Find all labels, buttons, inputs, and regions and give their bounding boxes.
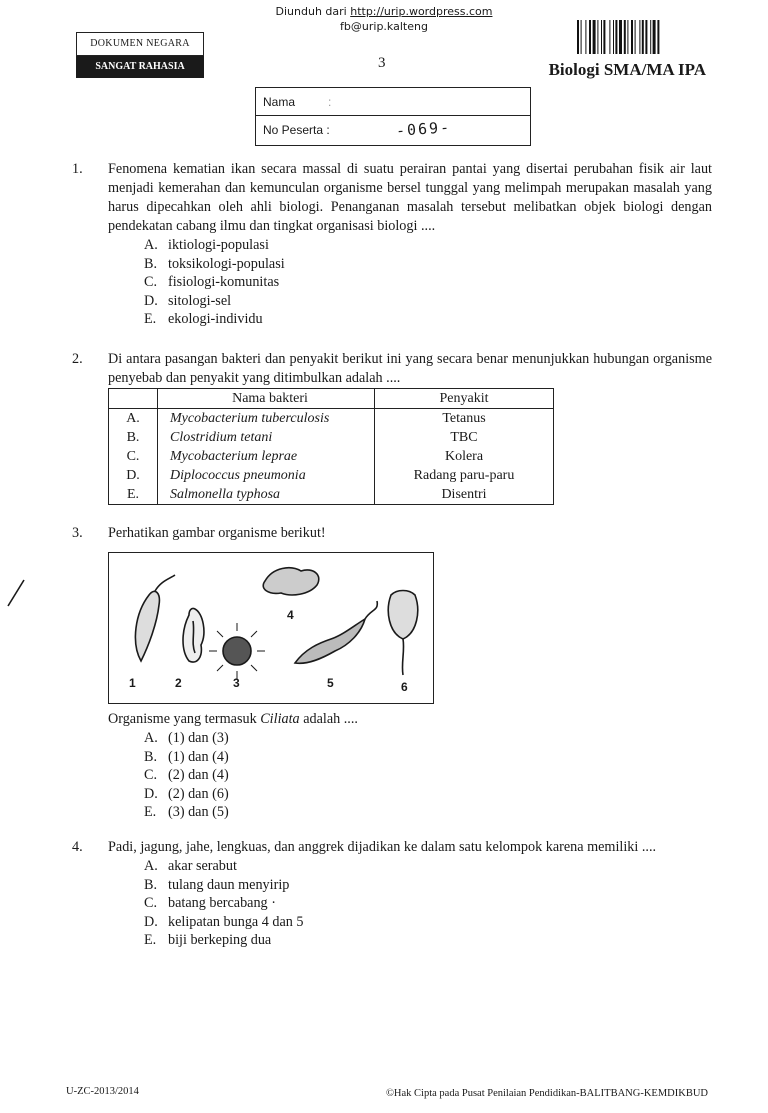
question-number: 4. — [72, 839, 83, 855]
question-text: Padi, jagung, jahe, lengkuas, dan anggrek dijadikan ke dalam satu kelompok karena memiliki .... — [108, 839, 657, 855]
organism-5-drawing — [295, 619, 365, 663]
participant-row — [256, 116, 530, 145]
question-text: Perhatikan gambar organisme berikut! — [108, 525, 326, 541]
figure-label-3: 3 — [233, 676, 240, 690]
footer-copyright: ©Hak Cipta pada Pusat Penilaian Pendidikan-BALITBANG-KEMDIKBUD — [385, 1088, 708, 1099]
figure-label-5: 5 — [327, 676, 334, 690]
question-3 — [72, 524, 712, 543]
organism-6-drawing — [388, 591, 417, 640]
question-number: 1. — [72, 161, 83, 177]
option-item: C. batang bercabang · — [144, 895, 276, 912]
barcode-image — [577, 20, 703, 54]
subject-title: Biologi SMA/MA IPA — [548, 60, 706, 79]
question-4 — [72, 838, 712, 950]
question-text: Di antara pasangan bakteri dan penyakit berikut ini yang secara benar menunjukkan hubungan organisme penyebab dan penyakit yang ditimbulkan adalah .... — [108, 351, 712, 386]
participant-label: No Peserta : — [263, 123, 330, 137]
question-stem: Organisme yang termasuk Ciliata adalah .... — [108, 711, 358, 727]
participant-id-box — [255, 87, 531, 146]
table-row: D. Diplococcus pneumonia Radang paru-paru — [109, 466, 554, 485]
name-row — [256, 88, 530, 116]
question-number: 2. — [72, 351, 83, 367]
option-item: C. (2) dan (4) — [144, 767, 229, 784]
option-list — [144, 729, 712, 822]
question-2 — [72, 350, 712, 505]
option-item: B. toksikologi-populasi — [144, 255, 285, 272]
column-header-disease: Penyakit — [375, 389, 554, 409]
question-3-stem — [72, 710, 712, 822]
column-header-bacteria: Nama bakteri — [158, 389, 375, 409]
footer-code: U-ZC-2013/2014 — [66, 1086, 139, 1097]
secret-badge: SANGAT RAHASIA — [76, 56, 204, 78]
source-line-2: fb@urip.kalteng — [340, 20, 428, 33]
organism-3-drawing — [223, 637, 251, 665]
organism-4-drawing — [263, 568, 319, 595]
figure-label-6: 6 — [401, 680, 408, 694]
figure-label-4: 4 — [287, 608, 294, 622]
option-item: D. kelipatan bunga 4 dan 5 — [144, 913, 304, 930]
table-row: C. Mycobacterium leprae Kolera — [109, 447, 554, 466]
option-list — [144, 236, 712, 329]
name-label: Nama — [263, 95, 296, 109]
figure-label-1: 1 — [129, 676, 136, 690]
table-row: A. Mycobacterium tuberculosis Tetanus — [109, 409, 554, 429]
option-list — [144, 857, 712, 950]
organism-figure — [108, 552, 434, 704]
option-item: C. fisiologi-komunitas — [144, 274, 280, 291]
table-row: B. Clostridium tetani TBC — [109, 428, 554, 447]
option-item: E. ekologi-individu — [144, 311, 263, 328]
question-1 — [72, 160, 712, 329]
option-item: A. akar serabut — [144, 858, 237, 874]
name-colon: : — [328, 95, 332, 109]
question-number: 3. — [72, 525, 83, 541]
question-text: Fenomena kematian ikan secara massal di suatu perairan pantai yang disertai perubahan fisik air laut menjadi kemerahan dan kemunculan organisme bersel tunggal yang melimpah merupakan masalah yang harus dipecahkan oleh ahli biologi. Penanganan masalah tersebut melibatkan objek biologi dengan pendekatan cabang ilmu dan tingkat organisasi biologi .... — [108, 161, 712, 234]
bacteria-table — [108, 388, 554, 505]
document-classification: DOKUMEN NEGARA — [76, 32, 204, 56]
table-header-row — [109, 389, 554, 409]
option-item: A. (1) dan (3) — [144, 730, 229, 746]
option-item: E. (3) dan (5) — [144, 804, 229, 821]
organism-1-drawing — [135, 591, 159, 661]
table-row: E. Salmonella typhosa Disentri — [109, 485, 554, 505]
option-item: D. sitologi-sel — [144, 292, 232, 309]
pen-mark — [6, 578, 26, 608]
source-link[interactable]: http://urip.wordpress.com — [350, 5, 493, 18]
option-item: D. (2) dan (6) — [144, 785, 229, 802]
option-item: A. iktiologi-populasi — [144, 237, 269, 253]
option-item: E. biji berkeping dua — [144, 932, 272, 949]
option-item: B. tulang daun menyirip — [144, 876, 290, 893]
page-number: 3 — [378, 55, 386, 71]
source-info — [234, 4, 534, 34]
participant-number: -069- — [395, 118, 452, 140]
option-item: B. (1) dan (4) — [144, 748, 229, 765]
figure-label-2: 2 — [175, 676, 182, 690]
source-line-1: Diunduh dari http://urip.wordpress.com — [275, 5, 493, 18]
